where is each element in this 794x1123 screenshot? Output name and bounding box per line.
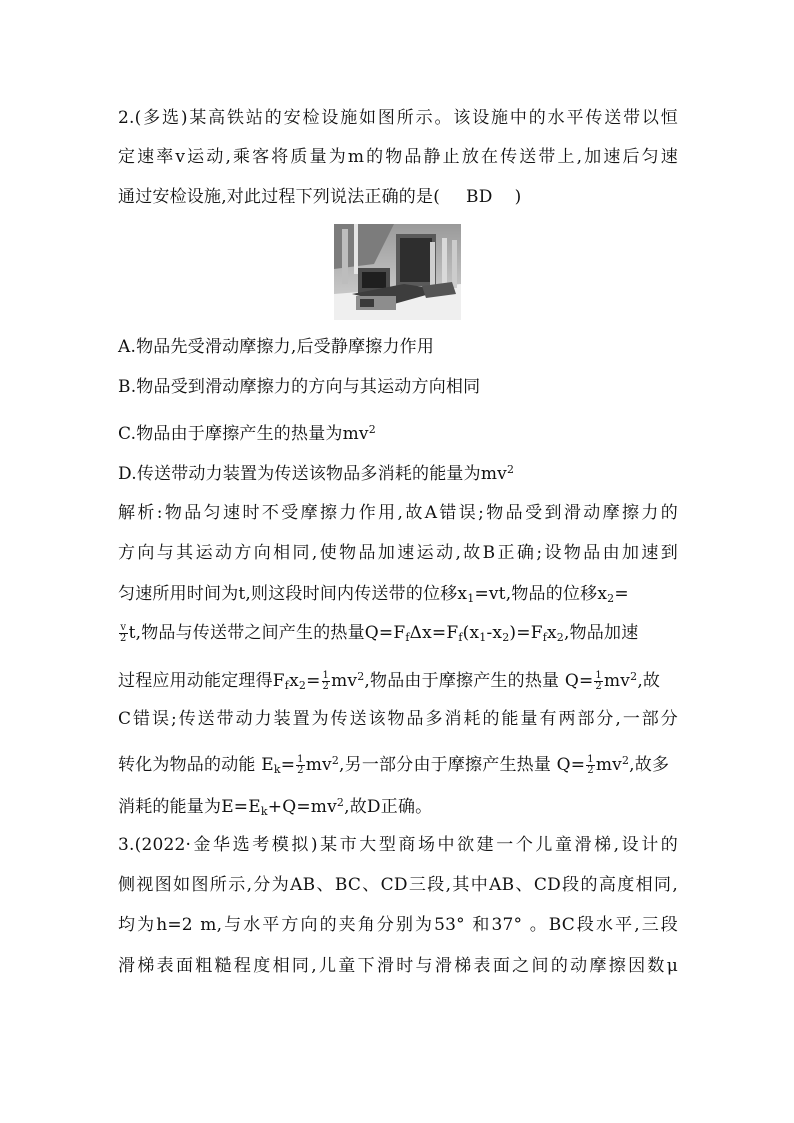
text: +Q=mv [267, 797, 337, 817]
subscript: 1 [479, 631, 487, 644]
q2-line-1: 2.(多选)某高铁站的安检设施如图所示。该设施中的水平传送带以恒 [118, 108, 678, 128]
q3-line-2: 侧视图如图所示,分为AB、BC、CD三段,其中AB、CD段的高度相同, [118, 875, 678, 895]
superscript: 2 [368, 423, 376, 436]
subscript: k [273, 763, 281, 776]
text: t,物品与传送带之间产生的热量Q=F [128, 623, 406, 643]
analysis-line-7 [118, 751, 678, 780]
analysis-line-8 [118, 793, 678, 822]
subscript: 2 [298, 679, 307, 692]
q2-line-2: 定速率v运动,乘客将质量为m的物品静止放在传送带上,加速后匀速 [118, 147, 678, 167]
analysis-line-1: 解析:物品匀速时不受摩擦力作用,故A错误;物品受到滑动摩擦力的 [118, 503, 678, 523]
fraction-1-over-2: $\frac{1}{2}$ [587, 754, 594, 776]
superscript: 2 [621, 754, 630, 767]
security-scanner-photo [334, 224, 461, 320]
analysis-line-4 [118, 623, 678, 648]
q3-line-1: 3.(2022·金华选考模拟)某市大型商场中欲建一个儿童滑梯,设计的 [118, 835, 678, 855]
text: ,物品加速 [563, 623, 639, 643]
text: ,故 [637, 671, 661, 691]
subscript: 2 [502, 631, 510, 644]
option-d [118, 460, 678, 484]
subscript: 2 [556, 631, 564, 644]
superscript: 2 [630, 670, 638, 683]
option-c-text: C.物品由于摩擦产生的热量为mv [118, 424, 369, 444]
text: 消耗的能量为E=E [118, 797, 261, 817]
text: )=F [509, 623, 543, 643]
option-a: A.物品先受滑动摩擦力,后受静摩擦力作用 [118, 337, 435, 357]
analysis-line-6: C错误;传送带动力装置为传送该物品多消耗的能量有两部分,一部分 [118, 709, 678, 729]
text: (x [462, 623, 480, 643]
text: ,另一部分由于摩擦产生热量 Q= [339, 755, 586, 775]
q2-line-3 [118, 187, 678, 207]
security-scanner-illustration [334, 224, 461, 320]
answer-text: BD [466, 187, 493, 207]
analysis-line-3 [118, 584, 678, 609]
q3-line-4: 滑梯表面粗糙程度相同,儿童下滑时与滑梯表面之间的动摩擦因数μ [118, 956, 678, 976]
subscript: k [260, 805, 268, 818]
q2-line-3-end: ) [514, 187, 522, 207]
text: ,故D正确。 [344, 797, 433, 817]
superscript: 2 [331, 754, 340, 767]
subscript: 2 [607, 592, 615, 605]
fraction-1-over-2: $\frac{1}{2}$ [297, 754, 304, 776]
analysis-line-2: 方向与其运动方向相同,使物品加速运动,故B正确;设物品由加速到 [118, 543, 678, 563]
option-b: B.物品受到滑动摩擦力的方向与其运动方向相同 [118, 377, 481, 397]
text: 过程应用动能定理得F [118, 671, 285, 691]
subscript: f [405, 631, 410, 644]
text: ,故多 [629, 755, 670, 775]
text: =vt,物品的位移x [474, 584, 608, 604]
text: Δx=F [409, 623, 459, 643]
fraction-1-over-2: $\frac{1}{2}$ [322, 670, 330, 692]
fraction-1-over-2: $\frac{1}{2}$ [595, 670, 602, 692]
text: mv [603, 671, 631, 691]
option-c [118, 420, 678, 444]
analysis-line-5 [118, 667, 678, 696]
text: x [289, 671, 299, 691]
text: -x [486, 623, 503, 643]
text: ,物品由于摩擦产生的热量 Q= [364, 671, 594, 691]
text: x [546, 623, 557, 643]
text: = [280, 755, 296, 775]
text: = [614, 584, 629, 604]
superscript: 2 [506, 463, 515, 476]
q3-line-3: 均为h=2 m,与水平方向的夹角分别为53° 和37° 。BC段水平,三段 [118, 915, 678, 935]
option-d-text: D.传送带动力装置为传送该物品多消耗的能量为mv [118, 464, 507, 484]
subscript: f [458, 631, 463, 644]
text: = [306, 671, 321, 691]
fraction-v-over-2: $\frac{v}{2}$ [120, 622, 127, 644]
text: 转化为物品的动能 E [118, 755, 274, 775]
q2-line-3-text: 通过安检设施,对此过程下列说法正确的是( [118, 187, 441, 207]
superscript: 2 [336, 796, 345, 809]
subscript: f [542, 631, 547, 644]
superscript: 2 [357, 670, 365, 683]
subscript: 1 [467, 592, 475, 605]
text: 匀速所用时间为t,则这段时间内传送带的位移x [118, 584, 468, 604]
text: mv [595, 755, 622, 775]
text: mv [331, 671, 358, 691]
text: mv [305, 755, 332, 775]
subscript: f [284, 679, 290, 692]
